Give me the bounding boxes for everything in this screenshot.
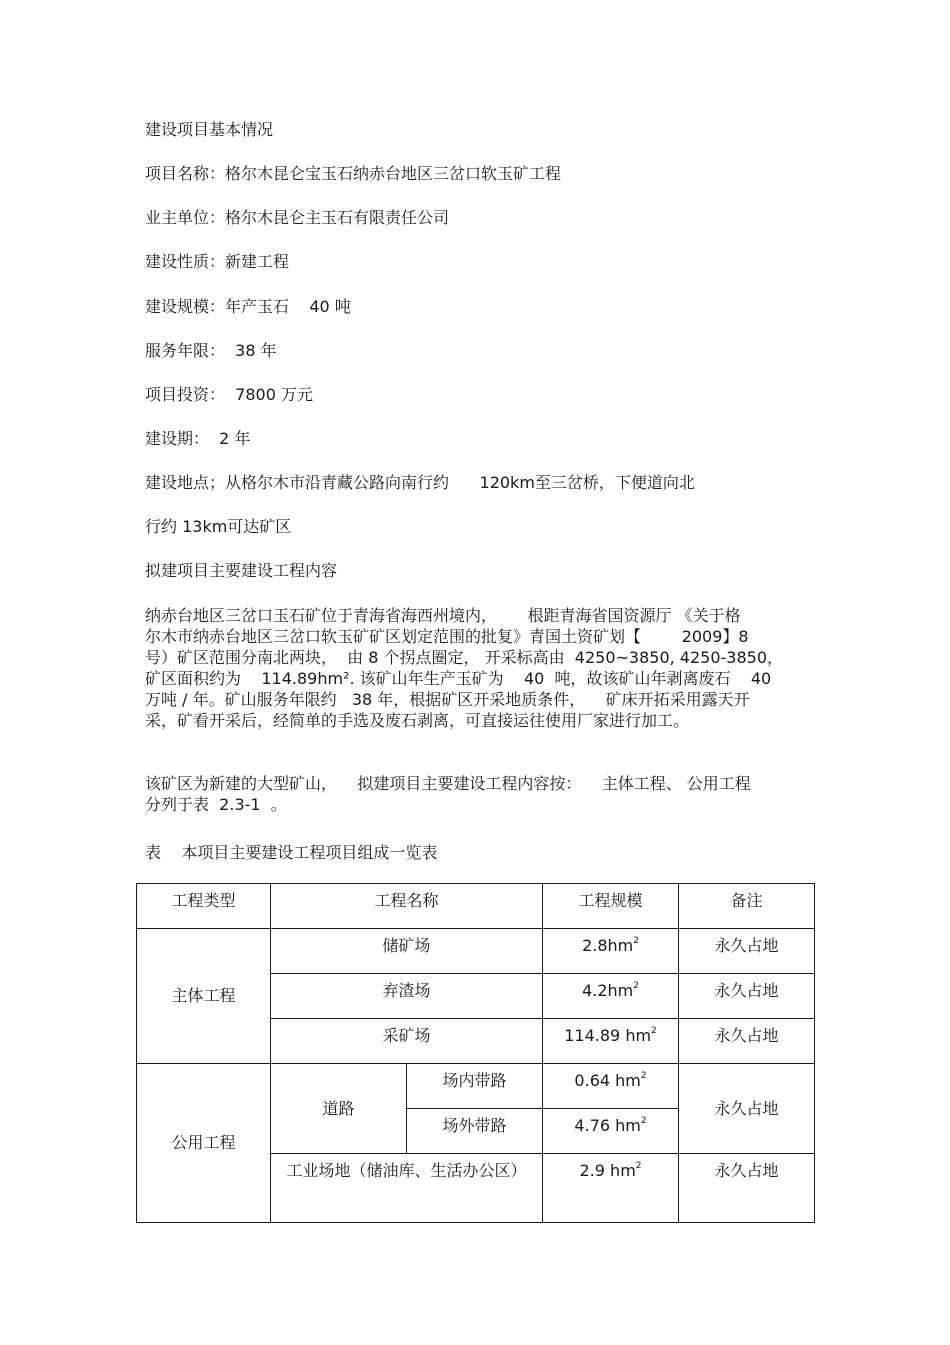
row-name: 采矿场 [271, 1019, 543, 1064]
row-scale: 0.64 $hm^2$ [543, 1064, 679, 1109]
field-nature: 建设性质：新建工程 [145, 252, 290, 271]
paragraph-line: 号）矿区范围分南北两块， 由 8 个拐点圈定， 开采标高由 4250~3850, 4250-3850， [145, 648, 784, 667]
row-name: 储矿场 [271, 929, 543, 974]
row-scale: 114.89 $hm^2$ [543, 1019, 679, 1064]
field-scale: 建设规模：年产玉石 40 吨 [145, 297, 351, 316]
row-name: 场内带路 [407, 1064, 543, 1109]
field-project-name: 项目名称：格尔木昆仑宝玉石纳赤台地区三岔口软玉矿工程 [145, 164, 562, 183]
header-name: 工程名称 [271, 884, 543, 929]
group-main: 主体工程 [137, 929, 271, 1064]
field-service-years: 服务年限： 38 年 [145, 341, 277, 360]
field-owner: 业主单位：格尔木昆仑主玉石有限责任公司 [145, 208, 450, 227]
row-scale: 4.76 $hm^2$ [543, 1109, 679, 1154]
paragraph-works-summary [145, 773, 810, 815]
field-location-continued: 行约 13km可达矿区 [145, 517, 292, 536]
section-heading-main-works: 拟建项目主要建设工程内容 [145, 561, 338, 580]
field-investment: 项目投资： 7800 万元 [145, 385, 313, 404]
paragraph-line: 分列于表 2.3-1 。 [145, 795, 287, 814]
row-name: 场外带路 [407, 1109, 543, 1154]
row-note: 永久占地 [679, 1154, 815, 1223]
group-public: 公用工程 [137, 1064, 271, 1223]
paragraph-line: 尔木市纳赤台地区三岔口软玉矿矿区划定范围的批复》青国土资矿划【 2009】8 [145, 627, 749, 646]
road-label: 道路 [271, 1064, 407, 1154]
row-note: 永久占地 [679, 929, 815, 974]
row-name: 弃渣场 [271, 974, 543, 1019]
row-scale: $4.2hm^2$ [543, 974, 679, 1019]
table-caption: 表 本项目主要建设工程项目组成一览表 [145, 843, 438, 862]
paragraph-line: 纳赤台地区三岔口玉石矿位于青海省海西州境内， 根距青海省国资源厅 《关于格 [145, 606, 741, 625]
row-note: 永久占地 [679, 974, 815, 1019]
header-type: 工程类型 [137, 884, 271, 929]
road-note: 永久占地 [679, 1064, 815, 1154]
header-scale: 工程规模 [543, 884, 679, 929]
section-heading-basic-info: 建设项目基本情况 [145, 120, 274, 139]
header-note: 备注 [679, 884, 815, 929]
field-location: 建设地点；从格尔木市沿青藏公路向南行约 120km至三岔桥，下便道向北 [145, 473, 695, 492]
row-scale: $2.8hm^2$ [543, 929, 679, 974]
paragraph-line: 采，矿看开采后，经简单的手选及废石剥离，可直接运往使用厂家进行加工。 [145, 711, 690, 730]
paragraph-mine-description [145, 605, 810, 731]
paragraph-line: 万吨 / 年。矿山服务年限约 38 年，根据矿区开采地质条件， 矿床开拓采用露天开 [145, 690, 750, 709]
row-scale: 2.9 $hm^2$ [543, 1154, 679, 1223]
paragraph-line: 该矿区为新建的大型矿山， 拟建项目主要建设工程内容按： 主体工程、 公用工程 [145, 774, 751, 793]
row-name: 工业场地（储油库、生活办公区） [271, 1154, 543, 1223]
paragraph-line: 矿区面积约为 114.89hm². 该矿山年生产玉矿为 40 吨，故该矿山年剥离废石 40 [145, 669, 772, 688]
field-construction-period: 建设期： 2 年 [145, 429, 251, 448]
works-table [136, 883, 815, 1223]
row-note: 永久占地 [679, 1019, 815, 1064]
